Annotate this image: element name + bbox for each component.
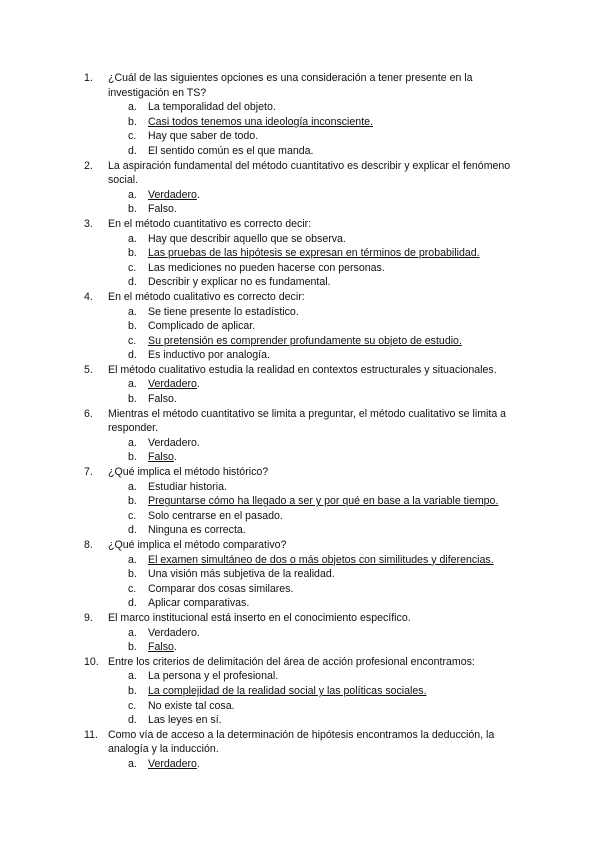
- option-item: [128, 509, 524, 524]
- option-text: Complicado de aplicar.: [148, 320, 256, 333]
- question-text: La aspiración fundamental del método cuantitativo es describir y explicar el fenómeno social.: [108, 159, 511, 187]
- option-text: Comparar dos cosas similares.: [148, 582, 294, 595]
- option-text: Hay que describir aquello que se observa.: [148, 232, 346, 245]
- option-letter: b.: [128, 684, 137, 697]
- option-item: [128, 319, 524, 334]
- option-answer-underlined: Su pretensión es comprender profundamente su objeto de estudio.: [148, 334, 462, 347]
- option-item: [128, 392, 524, 407]
- option-text: Aplicar comparativas.: [148, 597, 250, 610]
- option-list: [108, 305, 524, 363]
- question-text: ¿Qué implica el método histórico?: [108, 466, 269, 479]
- option-answer-underlined: Falso: [148, 641, 174, 654]
- option-letter: a.: [128, 757, 137, 770]
- option-suffix: .: [196, 188, 200, 201]
- option-item: [128, 494, 524, 509]
- option-item: [128, 377, 524, 392]
- option-list: [108, 553, 524, 611]
- option-item: [128, 202, 524, 217]
- option-text: Ninguna es correcta.: [148, 524, 246, 537]
- option-text: Se tiene presente lo estadístico.: [148, 305, 299, 318]
- question-text: Mientras el método cuantitativo se limita a preguntar, el método cualitativo se limita a responder.: [108, 407, 507, 435]
- option-text: No existe tal cosa.: [148, 699, 235, 712]
- question-item: [84, 71, 524, 159]
- question-number: 3.: [84, 217, 93, 230]
- option-item: [128, 129, 524, 144]
- option-letter: a.: [128, 480, 137, 493]
- option-answer-underlined: Verdadero: [148, 378, 197, 391]
- question-text: El marco institucional está inserto en el conocimiento específico.: [108, 611, 411, 624]
- question-item: [84, 728, 524, 772]
- option-text: La temporalidad del objeto.: [148, 101, 276, 114]
- option-text: El sentido común es el que manda.: [148, 144, 314, 157]
- option-letter: b.: [128, 495, 137, 508]
- question-number: 8.: [84, 539, 93, 551]
- option-item: [128, 305, 524, 320]
- option-list: [108, 626, 524, 655]
- option-answer-underlined: Verdadero: [148, 757, 197, 770]
- option-letter: b.: [128, 203, 137, 216]
- question-item: [84, 655, 524, 728]
- option-item: [128, 450, 524, 465]
- question-number: 9.: [84, 611, 93, 624]
- option-letter: b.: [128, 641, 137, 654]
- option-letter: b.: [128, 115, 137, 128]
- option-letter: a.: [128, 378, 137, 391]
- option-letter: a.: [128, 553, 137, 566]
- option-list: [108, 377, 524, 406]
- option-text: Falso.: [148, 393, 177, 406]
- option-answer-underlined: Las pruebas de las hipótesis se expresan en términos de probabilidad.: [148, 247, 480, 260]
- option-text: Falso.: [148, 203, 177, 216]
- option-letter: b.: [128, 393, 137, 406]
- option-text: Las mediciones no pueden hacerse con personas.: [148, 261, 385, 274]
- option-item: [128, 669, 524, 684]
- option-letter: a.: [128, 188, 137, 201]
- question-item: [84, 611, 524, 655]
- question-number: 7.: [84, 466, 93, 479]
- question-item: [84, 407, 524, 465]
- option-letter: a.: [128, 232, 137, 245]
- option-letter: c.: [128, 509, 137, 522]
- option-text: La persona y el profesional.: [148, 670, 279, 683]
- option-suffix: .: [196, 757, 200, 770]
- option-text: Hay que saber de todo.: [148, 130, 259, 143]
- question-list: [84, 71, 524, 772]
- question-number: 6.: [84, 407, 93, 420]
- option-letter: c.: [128, 582, 137, 595]
- option-list: [108, 100, 524, 158]
- option-letter: a.: [128, 101, 137, 114]
- question-item: [84, 465, 524, 538]
- option-item: [128, 684, 524, 699]
- option-list: [108, 188, 524, 217]
- option-letter: d.: [128, 276, 137, 289]
- question-number: 2.: [84, 159, 93, 172]
- option-item: [128, 115, 524, 130]
- option-answer-underlined: La complejidad de la realidad social y las políticas sociales.: [148, 684, 427, 697]
- option-list: [108, 436, 524, 465]
- question-text: Como vía de acceso a la determinación de hipótesis encontramos la deducción, la analogía y la inducción.: [108, 728, 495, 756]
- question-text: ¿Qué implica el método comparativo?: [108, 539, 287, 551]
- option-list: [108, 232, 524, 290]
- option-letter: d.: [128, 349, 137, 362]
- option-item: [128, 699, 524, 714]
- option-letter: c.: [128, 261, 137, 274]
- option-answer-underlined: Preguntarse cómo ha llegado a ser y por qué en base a la variable tiempo.: [148, 495, 499, 508]
- option-item: [128, 261, 524, 276]
- option-item: [128, 553, 524, 568]
- option-letter: d.: [128, 597, 137, 610]
- option-item: [128, 757, 524, 772]
- option-item: [128, 348, 524, 363]
- option-letter: a.: [128, 626, 137, 639]
- option-text: Una visión más subjetiva de la realidad.: [148, 568, 335, 581]
- option-letter: d.: [128, 524, 137, 537]
- option-item: [128, 334, 524, 349]
- option-item: [128, 275, 524, 290]
- question-number: 5.: [84, 363, 93, 376]
- option-text: Solo centrarse en el pasado.: [148, 509, 283, 522]
- option-letter: b.: [128, 568, 137, 581]
- option-item: [128, 144, 524, 159]
- option-letter: a.: [128, 305, 137, 318]
- question-text: El método cualitativo estudia la realidad en contextos estructurales y situacionales.: [108, 363, 497, 376]
- option-list: [108, 669, 524, 727]
- option-letter: d.: [128, 144, 137, 157]
- question-number: 1.: [84, 72, 93, 84]
- question-item: [84, 159, 524, 217]
- option-answer-underlined: Verdadero: [148, 188, 197, 201]
- question-text: Entre los criterios de delimitación del área de acción profesional encontramos:: [108, 655, 475, 668]
- option-item: [128, 596, 524, 611]
- option-text: Las leyes en sí.: [148, 714, 222, 727]
- option-item: [128, 713, 524, 728]
- question-item: [84, 363, 524, 407]
- option-letter: c.: [128, 334, 137, 347]
- option-suffix: .: [173, 641, 177, 654]
- option-item: [128, 232, 524, 247]
- option-letter: b.: [128, 451, 137, 464]
- question-text: En el método cualitativo es correcto decir:: [108, 290, 305, 303]
- question-number: 10.: [84, 655, 99, 668]
- option-item: [128, 188, 524, 203]
- option-item: [128, 626, 524, 641]
- question-item: [84, 538, 524, 611]
- option-item: [128, 480, 524, 495]
- option-letter: a.: [128, 436, 137, 449]
- option-letter: c.: [128, 699, 137, 712]
- option-answer-underlined: El examen simultáneo de dos o más objetos con similitudes y diferencias.: [148, 553, 494, 566]
- option-item: [128, 567, 524, 582]
- option-item: [128, 246, 524, 261]
- option-text: Es inductivo por analogía.: [148, 349, 270, 362]
- option-answer-underlined: Casi todos tenemos una ideología inconsciente.: [148, 115, 373, 128]
- option-text: Verdadero.: [148, 436, 200, 449]
- option-letter: b.: [128, 247, 137, 260]
- option-item: [128, 582, 524, 597]
- option-text: Describir y explicar no es fundamental.: [148, 276, 331, 289]
- option-item: [128, 436, 524, 451]
- option-item: [128, 100, 524, 115]
- option-item: [128, 523, 524, 538]
- question-number: 4.: [84, 290, 93, 303]
- option-letter: b.: [128, 320, 137, 333]
- question-text: ¿Cuál de las siguientes opciones es una consideración a tener presente en la investigación en TS?: [108, 72, 473, 99]
- option-text: Estudiar historia.: [148, 480, 227, 493]
- option-item: [128, 640, 524, 655]
- option-answer-underlined: Falso: [148, 451, 174, 464]
- question-item: [84, 217, 524, 290]
- option-list: [108, 480, 524, 538]
- option-list: [108, 757, 524, 772]
- question-item: [84, 290, 524, 363]
- option-letter: a.: [128, 670, 137, 683]
- option-letter: d.: [128, 714, 137, 727]
- option-letter: c.: [128, 130, 137, 143]
- question-number: 11.: [84, 728, 98, 741]
- option-suffix: .: [173, 451, 177, 464]
- option-text: Verdadero.: [148, 626, 200, 639]
- option-suffix: .: [196, 378, 200, 391]
- question-text: En el método cuantitativo es correcto decir:: [108, 217, 312, 230]
